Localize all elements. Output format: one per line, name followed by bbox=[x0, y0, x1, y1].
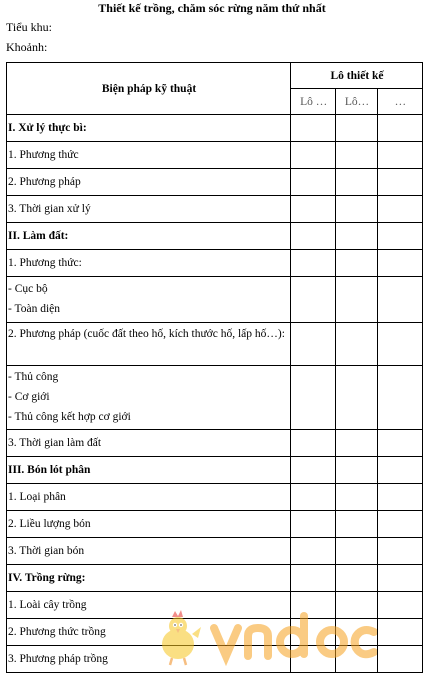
table-cell bbox=[291, 484, 336, 511]
header-lot-2: Lô… bbox=[336, 89, 377, 115]
table-cell bbox=[336, 646, 377, 673]
table-row bbox=[7, 457, 423, 484]
table-cell bbox=[336, 223, 377, 250]
table-cell bbox=[336, 169, 377, 196]
section-heading: III. Bón lót phân bbox=[7, 457, 291, 484]
tieu-khu-label: Tiểu khu: bbox=[6, 20, 52, 34]
table-row bbox=[7, 250, 423, 277]
header-design-lot: Lô thiết kế bbox=[291, 63, 423, 89]
row-label: 1. Phương thức: bbox=[7, 250, 291, 277]
table-row bbox=[7, 169, 423, 196]
table-row bbox=[7, 511, 423, 538]
table-cell bbox=[291, 115, 336, 142]
table-row bbox=[7, 142, 423, 169]
header-lot-more: … bbox=[377, 89, 422, 115]
table-cell bbox=[377, 484, 422, 511]
table-row bbox=[7, 223, 423, 250]
row-label: 2. Liều lượng bón bbox=[7, 511, 291, 538]
row-label: 1. Loại phân bbox=[7, 484, 291, 511]
table-row bbox=[7, 196, 423, 223]
table-cell bbox=[377, 511, 422, 538]
table-row bbox=[7, 619, 423, 646]
row-label: 2. Phương pháp (cuốc đất theo hố, kích thước hố, lấp hố…): bbox=[7, 323, 291, 366]
table-cell bbox=[336, 430, 377, 457]
row-label: 3. Thời gian xử lý bbox=[7, 196, 291, 223]
row-label: - Thủ công kết hợp cơ giới bbox=[8, 411, 131, 423]
table-cell bbox=[291, 142, 336, 169]
table-cell bbox=[291, 223, 336, 250]
table-cell bbox=[291, 565, 336, 592]
table-row bbox=[7, 646, 423, 673]
table-cell bbox=[336, 366, 377, 430]
table-cell bbox=[291, 538, 336, 565]
table-cell bbox=[291, 511, 336, 538]
table-cell bbox=[336, 619, 377, 646]
table-cell bbox=[377, 250, 422, 277]
table-row bbox=[7, 565, 423, 592]
table-cell bbox=[291, 646, 336, 673]
row-label: - Cơ giới bbox=[8, 391, 50, 403]
table-cell bbox=[336, 196, 377, 223]
table-row bbox=[7, 538, 423, 565]
khoanh-label: Khoảnh: bbox=[6, 40, 48, 54]
table-cell bbox=[336, 592, 377, 619]
section-heading: IV. Trồng rừng: bbox=[7, 565, 291, 592]
table-cell bbox=[336, 115, 377, 142]
table-cell bbox=[291, 430, 336, 457]
table-cell bbox=[377, 646, 422, 673]
table-row bbox=[7, 484, 423, 511]
design-table bbox=[6, 62, 423, 673]
row-label: 3. Phương pháp trồng bbox=[7, 646, 291, 673]
table-row bbox=[7, 277, 423, 323]
table-row bbox=[7, 115, 423, 142]
table-cell bbox=[336, 511, 377, 538]
table-cell bbox=[336, 565, 377, 592]
row-label: - Thủ công bbox=[8, 371, 59, 383]
table-cell bbox=[377, 277, 422, 323]
row-label: 2. Phương thức trồng bbox=[7, 619, 291, 646]
table-cell bbox=[336, 457, 377, 484]
table-cell bbox=[377, 457, 422, 484]
table-cell bbox=[336, 323, 377, 366]
table-cell bbox=[377, 115, 422, 142]
table-cell bbox=[377, 538, 422, 565]
document-title: Thiết kế trồng, chăm sóc rừng năm thứ nhất bbox=[98, 1, 326, 15]
table-row bbox=[7, 592, 423, 619]
table-cell bbox=[377, 223, 422, 250]
row-label-group bbox=[7, 366, 291, 430]
table-cell bbox=[377, 169, 422, 196]
table-cell bbox=[291, 366, 336, 430]
section-heading: II. Làm đất: bbox=[7, 223, 291, 250]
table-cell bbox=[291, 277, 336, 323]
table-cell bbox=[377, 366, 422, 430]
table-cell bbox=[336, 484, 377, 511]
table-cell bbox=[291, 250, 336, 277]
table-cell bbox=[336, 538, 377, 565]
table-cell bbox=[336, 250, 377, 277]
row-label: 3. Thời gian bón bbox=[7, 538, 291, 565]
header-technical-measures: Biện pháp kỹ thuật bbox=[7, 63, 291, 115]
table-cell bbox=[291, 457, 336, 484]
table-cell bbox=[377, 592, 422, 619]
table-row bbox=[7, 430, 423, 457]
table-cell bbox=[377, 196, 422, 223]
table-row bbox=[7, 323, 423, 366]
table-cell bbox=[336, 142, 377, 169]
table-cell bbox=[291, 592, 336, 619]
row-label: - Toàn diện bbox=[8, 303, 60, 315]
table-cell bbox=[336, 277, 377, 323]
row-label: - Cục bộ bbox=[8, 283, 48, 295]
row-label: 2. Phương pháp bbox=[7, 169, 291, 196]
table-cell bbox=[291, 619, 336, 646]
table-row bbox=[7, 366, 423, 430]
table-cell bbox=[291, 196, 336, 223]
row-label: 3. Thời gian làm đất bbox=[7, 430, 291, 457]
table-cell bbox=[377, 565, 422, 592]
row-label: 1. Phương thức bbox=[7, 142, 291, 169]
table-cell bbox=[291, 169, 336, 196]
table-cell bbox=[377, 619, 422, 646]
table-cell bbox=[377, 142, 422, 169]
row-label-group bbox=[7, 277, 291, 323]
table-cell bbox=[291, 323, 336, 366]
table-cell bbox=[377, 323, 422, 366]
section-heading: I. Xử lý thực bì: bbox=[7, 115, 291, 142]
header-lot-1: Lô … bbox=[291, 89, 336, 115]
table-cell bbox=[377, 430, 422, 457]
row-label: 1. Loài cây trồng bbox=[7, 592, 291, 619]
